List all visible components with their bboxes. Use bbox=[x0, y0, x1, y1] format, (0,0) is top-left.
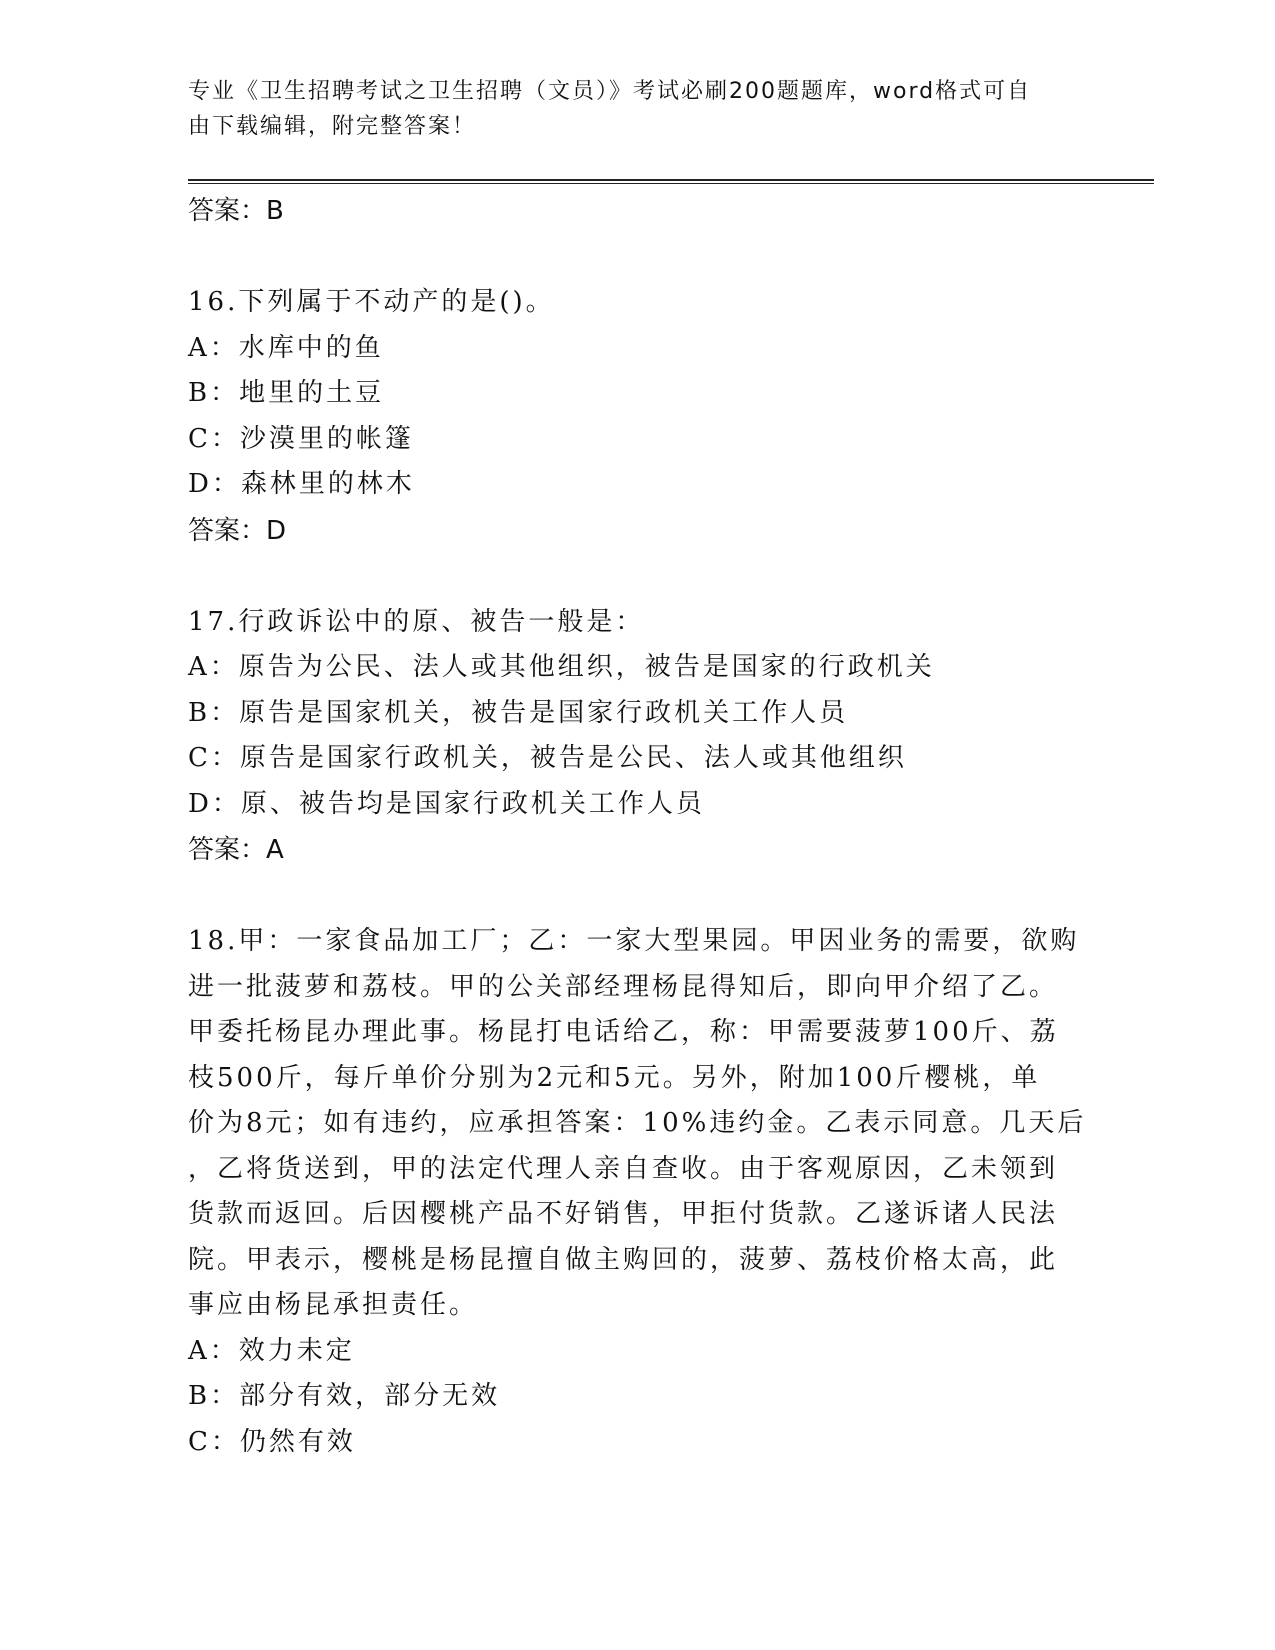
header-divider-thick bbox=[188, 179, 1154, 181]
question-17-text: 17.行政诉讼中的原、被告一般是： bbox=[188, 606, 645, 637]
question-18-option-c: C：仍然有效 bbox=[188, 1426, 356, 1457]
question-18-option-a: A：效力未定 bbox=[188, 1335, 355, 1366]
answer-15: 答案：B bbox=[188, 196, 284, 226]
question-18-option-b: B：部分有效，部分无效 bbox=[188, 1381, 501, 1411]
header-title-line-1: 专业《卫生招聘考试之卫生招聘（文员）》考试必刷200题题库，word格式可自 bbox=[188, 79, 1032, 104]
question-18-text-line: 枝500斤，每斤单价分别为2元和5元。另外，附加100斤樱桃，单 bbox=[188, 1062, 1041, 1093]
question-18-text-line: 院。甲表示，樱桃是杨昆擅自做主购回的，菠萝、荔枝价格太高，此 bbox=[188, 1244, 1059, 1275]
question-18-text-line: 事应由杨昆承担责任。 bbox=[188, 1290, 479, 1320]
question-18-text-line: 18.甲：一家食品加工厂；乙：一家大型果园。甲因业务的需要，欲购 bbox=[188, 926, 1080, 956]
question-16-text: 16.下列属于不动产的是()。 bbox=[188, 287, 555, 317]
answer-17: 答案：A bbox=[188, 835, 284, 865]
document-header bbox=[188, 74, 1068, 144]
question-16-option-d: D：森林里的林木 bbox=[188, 469, 415, 499]
question-18-text-line: 价为8元；如有违约，应承担答案：10%违约金。乙表示同意。几天后 bbox=[188, 1108, 1087, 1138]
answer-16: 答案：D bbox=[188, 515, 287, 546]
header-title-line-2: 由下载编辑，附完整答案！ bbox=[188, 114, 477, 139]
question-18-text-line: ，乙将货送到，甲的法定代理人亲自查收。由于客观原因，乙未领到 bbox=[188, 1153, 1059, 1184]
question-16 bbox=[188, 280, 1088, 554]
question-18-text-line: 甲委托杨昆办理此事。杨昆打电话给乙，称：甲需要菠萝100斤、荔 bbox=[188, 1017, 1059, 1047]
header-divider-thin bbox=[188, 183, 1154, 184]
question-17 bbox=[188, 600, 1088, 874]
question-17-option-b: B：原告是国家机关，被告是国家行政机关工作人员 bbox=[188, 697, 849, 728]
spacer bbox=[188, 554, 1088, 600]
question-18 bbox=[188, 919, 1088, 1465]
question-18-text-line: 进一批菠萝和荔枝。甲的公关部经理杨昆得知后，即向甲介绍了乙。 bbox=[188, 971, 1059, 1002]
question-16-option-a: A：水库中的鱼 bbox=[188, 332, 384, 363]
question-18-text-line: 货款而返回。后因樱桃产品不好销售，甲拒付货款。乙遂诉诸人民法 bbox=[188, 1199, 1059, 1229]
question-17-option-a: A：原告为公民、法人或其他组织，被告是国家的行政机关 bbox=[188, 652, 935, 682]
spacer bbox=[188, 873, 1088, 919]
document-body bbox=[188, 188, 1088, 1465]
spacer bbox=[188, 234, 1088, 280]
question-17-option-d: D：原、被告均是国家行政机关工作人员 bbox=[188, 788, 705, 819]
question-17-option-c: C：原告是国家行政机关，被告是公民、法人或其他组织 bbox=[188, 743, 907, 773]
question-16-option-b: B：地里的土豆 bbox=[188, 378, 385, 408]
question-16-option-c: C：沙漠里的帐篷 bbox=[188, 423, 414, 454]
